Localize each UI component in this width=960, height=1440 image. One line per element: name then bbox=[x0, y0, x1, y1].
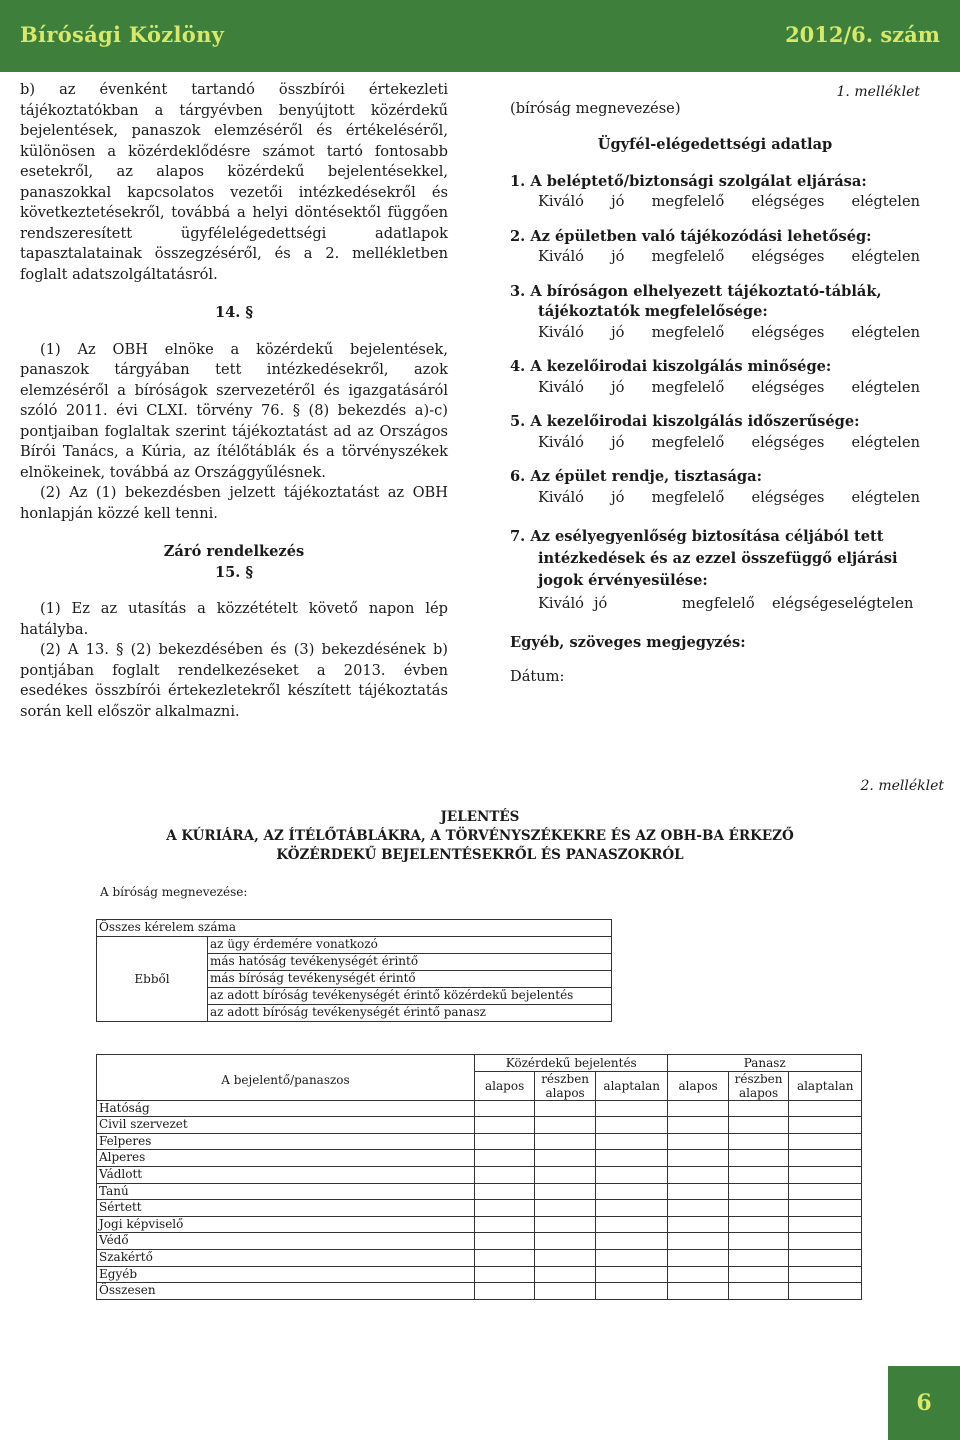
option-sufficient: elégséges bbox=[751, 488, 825, 506]
row-label: Hatóság bbox=[97, 1100, 475, 1117]
rating-options bbox=[538, 378, 920, 399]
court-name-label: A bíróság megnevezése: bbox=[100, 885, 248, 899]
request-type-row: más bíróság tevékenységét érintő bbox=[208, 971, 612, 988]
question-7: 7. Az esélyegyenlőség biztosítása céljából tett intézkedések és az ezzel összefüggő eljárási jogok érvényesülése: bbox=[510, 528, 898, 589]
option-excellent: Kiváló bbox=[538, 488, 584, 506]
annex-2-label: 2. melléklet bbox=[860, 778, 944, 794]
section-15-heading: 15. § bbox=[214, 563, 254, 581]
subcol-header: részben alapos bbox=[535, 1071, 596, 1100]
court-name-placeholder: (bíróság megnevezése) bbox=[510, 99, 681, 117]
annex-1 bbox=[510, 80, 920, 688]
row-label: Vádlott bbox=[97, 1166, 475, 1183]
complainant-header: A bejelentő/panaszos bbox=[97, 1055, 475, 1101]
rating-options bbox=[538, 192, 920, 213]
question-4: 4. A kezelőirodai kiszolgálás minősége: bbox=[510, 358, 832, 375]
report-title-line-2: A KÚRIÁRA, AZ ÍTÉLŐTÁBLÁKRA, A TÖRVÉNYSZÉKEKRE ÉS AZ OBH-BA ÉRKEZŐ bbox=[166, 828, 794, 844]
option-good: jó bbox=[611, 488, 625, 506]
row-label: Szakértő bbox=[97, 1249, 475, 1266]
row-label: Tanú bbox=[97, 1183, 475, 1200]
option-sufficient: elégséges bbox=[751, 323, 825, 341]
option-poor: elégtelen bbox=[851, 248, 920, 265]
subcol-header: alapos bbox=[474, 1071, 534, 1100]
section-15-para-2: (2) A 13. § (2) bekezdésében és (3) bekezdésének b) pontjában foglalt rendelkezéseket a 2013. évben esedékes összbírói értekezletekről készített tájékoztatás során kell először alkalmazni. bbox=[20, 641, 448, 720]
option-adequate: megfelelő bbox=[682, 595, 755, 612]
row-label: Civil szervezet bbox=[97, 1117, 475, 1134]
option-sufficient: elégséges bbox=[751, 378, 825, 396]
rating-options bbox=[538, 247, 920, 268]
report-title-line-3: KÖZÉRDEKŰ BEJELENTÉSEKRŐL ÉS PANASZOKRÓL bbox=[276, 847, 684, 863]
report-title-line-1: JELENTÉS bbox=[440, 809, 520, 825]
row-label: Egyéb bbox=[97, 1266, 475, 1283]
form-title: Ügyfél-elégedettségi adatlap bbox=[597, 136, 833, 153]
rating-options bbox=[538, 488, 920, 509]
option-adequate: megfelelő bbox=[651, 323, 725, 341]
total-requests-cell: Összes kérelem száma bbox=[97, 920, 612, 937]
option-good: jó bbox=[611, 378, 625, 396]
row-label: Összesen bbox=[97, 1283, 475, 1300]
option-poor: elégtelen bbox=[851, 488, 920, 506]
question-1: 1. A beléptető/biztonsági szolgálat eljárása: bbox=[510, 172, 867, 190]
option-adequate: megfelelő bbox=[651, 433, 725, 451]
option-adequate: megfelelő bbox=[651, 248, 725, 265]
option-poor: elégtelen bbox=[851, 193, 920, 210]
option-excellent: Kiváló bbox=[538, 193, 584, 210]
public-interest-header: Közérdekű bejelentés bbox=[474, 1055, 667, 1072]
closing-heading: Záró rendelkezés bbox=[163, 543, 305, 560]
option-poor: elégtelen bbox=[851, 433, 920, 451]
of-which-cell: Ebből bbox=[97, 937, 208, 1022]
requests-table bbox=[96, 919, 612, 1022]
option-adequate: megfelelő bbox=[651, 488, 725, 506]
request-type-row: az adott bíróság tevékenységét érintő közérdekű bejelentés bbox=[208, 988, 612, 1005]
page-header bbox=[0, 0, 960, 72]
report-title bbox=[100, 808, 860, 865]
option-good: jó bbox=[611, 323, 625, 341]
row-label: Alperes bbox=[97, 1150, 475, 1167]
option-good: jó bbox=[611, 248, 625, 265]
rating-options bbox=[538, 433, 920, 454]
subcol-header: alaptalan bbox=[595, 1071, 668, 1100]
request-type-row: az adott bíróság tevékenységét érintő panasz bbox=[208, 1005, 612, 1022]
option-excellent: Kiváló bbox=[538, 378, 584, 396]
row-label: Védő bbox=[97, 1233, 475, 1250]
option-sufficient: elégséges bbox=[751, 193, 825, 210]
page-number: 6 bbox=[888, 1366, 960, 1440]
question-3: 3. A bíróságon elhelyezett tájékoztató-táblák, tájékoztatók megfelelősége: bbox=[510, 282, 882, 320]
option-sufficient: elégséges bbox=[751, 433, 825, 451]
row-label: Jogi képviselő bbox=[97, 1216, 475, 1233]
subcol-header: részben alapos bbox=[728, 1071, 789, 1100]
option-poor: elégtelen bbox=[851, 378, 920, 396]
option-good: jó bbox=[611, 193, 625, 210]
row-label: Felperes bbox=[97, 1133, 475, 1150]
option-poor: elégtelen bbox=[851, 323, 920, 341]
option-excellent: Kiváló bbox=[538, 248, 584, 265]
complaint-header: Panasz bbox=[668, 1055, 862, 1072]
question-5: 5. A kezelőirodai kiszolgálás időszerűsége: bbox=[510, 413, 860, 430]
left-column bbox=[20, 80, 448, 722]
rating-options bbox=[538, 323, 920, 344]
rating-options-last bbox=[538, 594, 920, 615]
annex-1-label: 1. melléklet bbox=[836, 84, 920, 100]
row-label: Sértett bbox=[97, 1200, 475, 1217]
other-notes-label: Egyéb, szöveges megjegyzés: bbox=[510, 633, 746, 651]
section-15-para-1: (1) Ez az utasítás a közzétételt követő napon lép hatályba. bbox=[20, 600, 448, 638]
question-6: 6. Az épület rendje, tisztasága: bbox=[510, 468, 762, 485]
section-14-para-1: (1) Az OBH elnöke a közérdekű bejelentések, panaszok tárgyában tett intézkedésekről, azok elemzéséről a bíróságok szervezetéről és igazgatásáról szóló 2011. évi CLXI. törvény 76. § (8) bekezdés a)-c) pontjaiban foglaltak szerint tájékoztatást ad az Országos Bírói Tanács, a Kúria, az ítélőtáblák és a törvényszékek elnökeinek, továbbá az Országgyűlésnek. bbox=[20, 340, 448, 481]
paragraph-b: b) az évenként tartandó összbírói értekezleti tájékoztatókban a tárgyévben benyújtott közérdekű bejelentések, panaszok elemzéséről és értékeléséről, különösen a közérdeklődésre számot tartó fontosabb esetekről, az alapos közérdekű bejelentésekkel, panaszokkal kapcsolatos vezetői intézkedésekről és következtetésekről, továbbá a helyi döntésektől függően rendszeresített ügyfélelégedettségi adatlapok tapasztalatainak összegzéséről, és a 2. mellékletben foglalt adatszolgáltatásról. bbox=[20, 81, 448, 283]
section-14-heading: 14. § bbox=[214, 304, 254, 321]
option-excellent: Kiváló bbox=[538, 595, 584, 612]
option-adequate: megfelelő bbox=[651, 193, 725, 210]
option-good: jó bbox=[611, 433, 625, 451]
option-excellent: Kiváló bbox=[538, 433, 584, 451]
date-label: Dátum: bbox=[510, 668, 565, 685]
section-14-para-2: (2) Az (1) bekezdésben jelzett tájékoztatást az OBH honlapján közzé kell tenni. bbox=[20, 484, 448, 522]
journal-title: Bírósági Közlöny bbox=[20, 22, 225, 47]
option-sufficient: elégséges bbox=[751, 248, 825, 265]
subcol-header: alapos bbox=[668, 1071, 728, 1100]
option-sufficient-poor: elégségeselégtelen bbox=[772, 595, 914, 612]
complaints-table bbox=[96, 1054, 862, 1300]
request-type-row: az ügy érdemére vonatkozó bbox=[208, 937, 612, 954]
subcol-header: alaptalan bbox=[789, 1071, 862, 1100]
issue-number: 2012/6. szám bbox=[785, 22, 940, 47]
option-excellent: Kiváló bbox=[538, 323, 584, 341]
request-type-row: más hatóság tevékenységét érintő bbox=[208, 954, 612, 971]
option-adequate: megfelelő bbox=[651, 378, 725, 396]
question-2: 2. Az épületben való tájékozódási lehetőség: bbox=[510, 227, 872, 245]
option-good: jó bbox=[594, 595, 608, 612]
